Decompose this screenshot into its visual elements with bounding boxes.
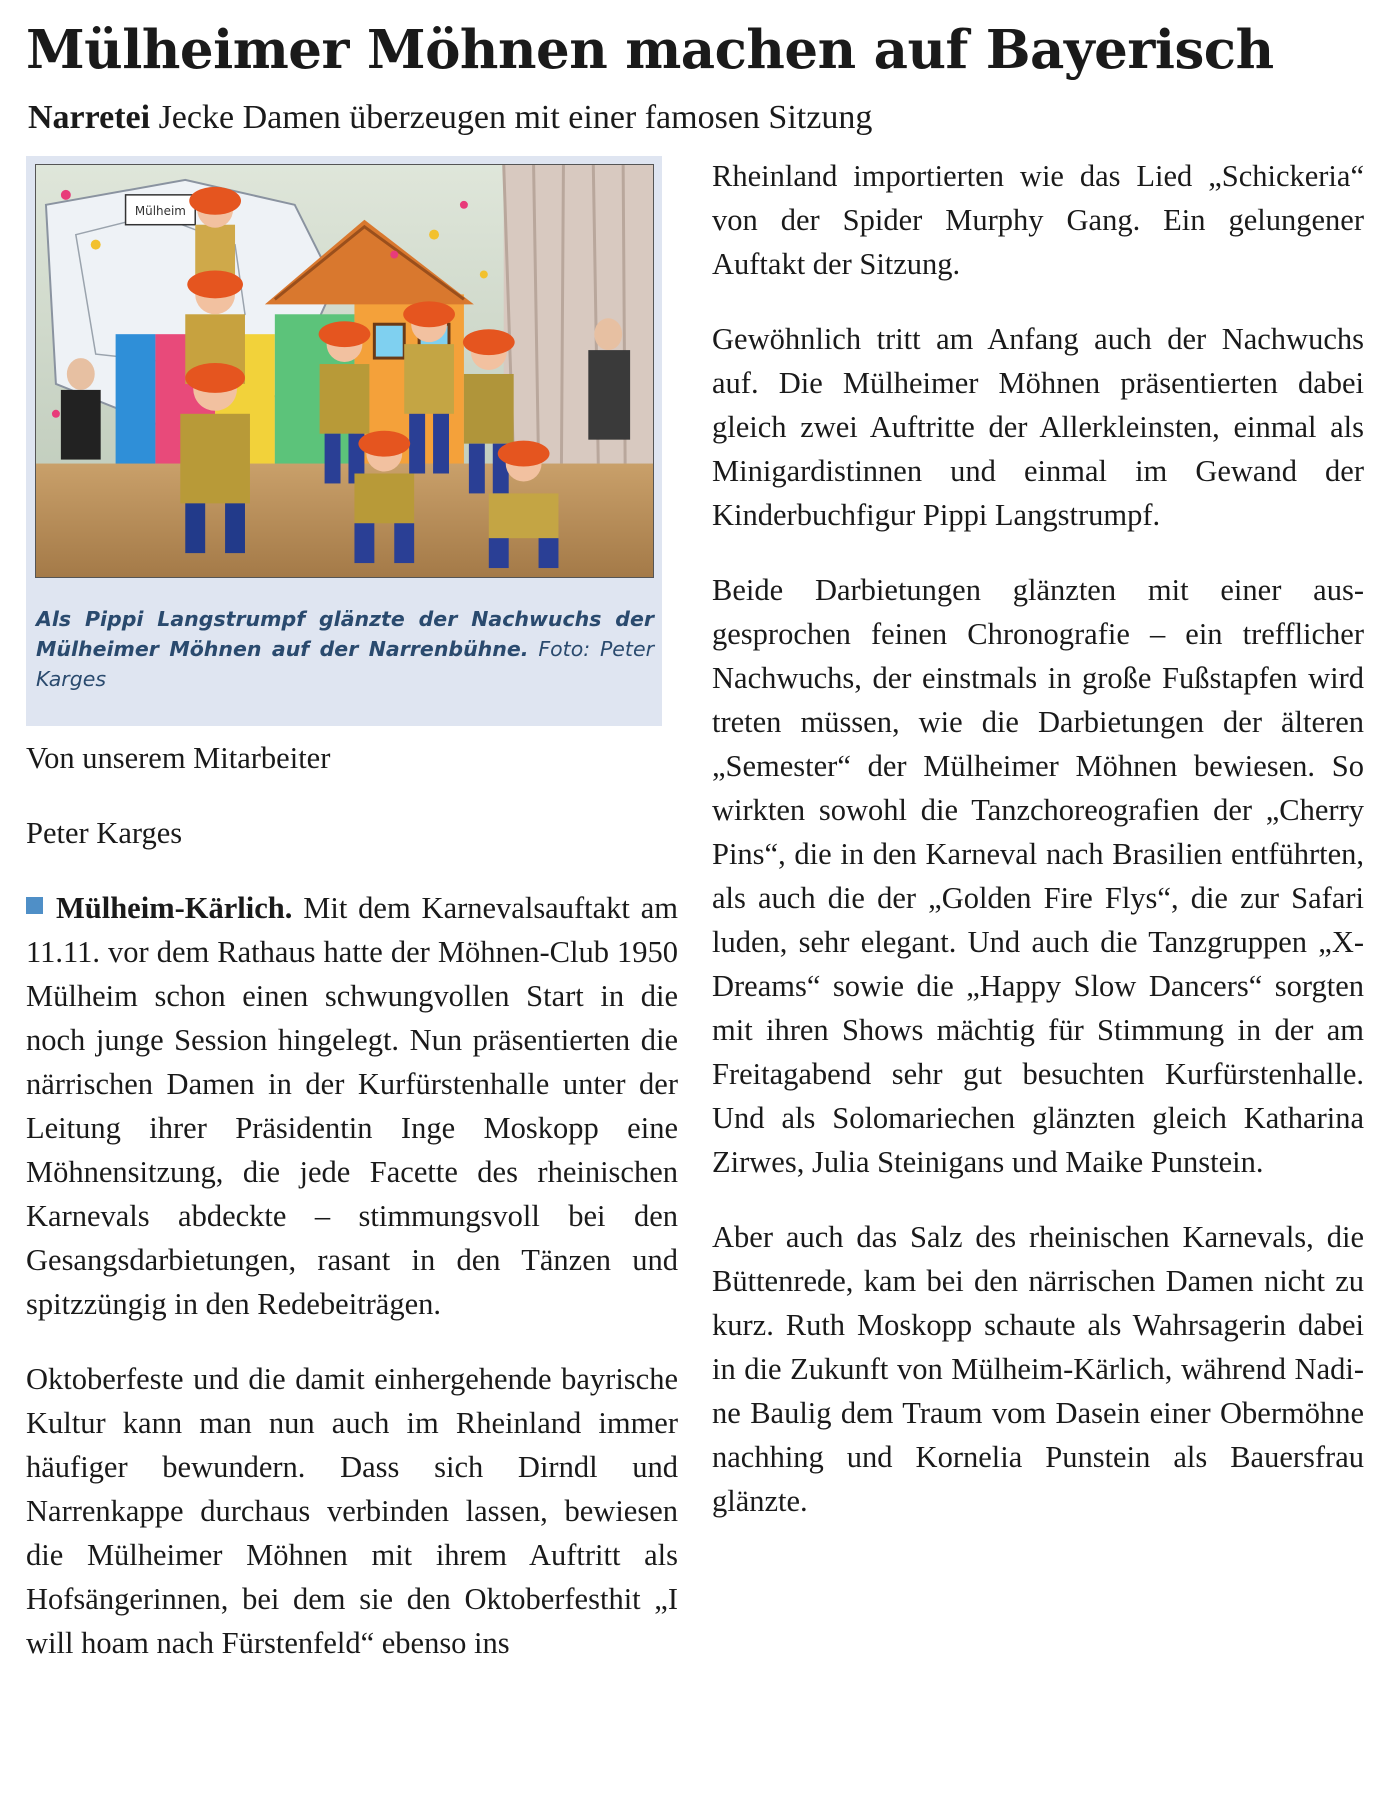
byline-author: Peter Karges <box>26 816 183 850</box>
column-right <box>712 154 1364 1554</box>
caption-text: Als Pippi Langstrumpf glänzte der Nachwuchs der Mülheimer Möhnen auf der Narrenbühne. <box>36 607 654 661</box>
stage-sign-text: Mülheim <box>134 203 186 218</box>
photo-box <box>26 156 662 726</box>
dateline: Mülheim-Kärlich. <box>56 891 293 925</box>
paragraph-6: Aber auch das Salz des rheinischen Karnevals, die Büttenrede, kam bei den närrischen Damen nicht zu kurz. Ruth Moskopp schaute als Wahrsagerin dabei in die Zukunft von Mülheim-Kärlich, während Nadine Baulig dem Traum vom Dasein einer Obermöhne nachhing und Kornelia Punstein als Bauersfrau glänzte. <box>712 1220 1364 1518</box>
byline-intro: Von unserem Mitarbeiter <box>26 741 331 775</box>
bullet-square-icon <box>26 897 43 914</box>
subheadline-text: Jecke Damen überzeugen mit einer famosen Sitzung <box>158 99 873 136</box>
paragraph-2: Oktoberfeste und die damit einhergehende bayrische Kultur kann man nun auch im Rheinland immer häufiger bewundern. Dass sich Dirndl und Narrenkappe durchaus verbinden lassen, bewiesen die Mülheimer Möhnen mit ihrem Auftritt als Hofsängerinnen, bei dem sie den Oktoberfesthit „I will hoam nach Fürstenfeld“ ebenso ins <box>26 1362 678 1660</box>
paragraph-5: Beide Darbietungen glänzten mit einer ausgesprochen feinen Chronografie – ein trefflicher Nachwuchs, der einstmals in große Fußstapfen wird treten müssen, wie die Darbietungen der älteren „Semester“ der Mülheimer Möhnen bewiesen. So wirkten sowohl die Tanzchoreografien der „Cherry Pins“, die in den Karneval nach Brasilien entführten, als auch die der „Golden Fire Flys“, die zur Safari luden, sehr elegant. Und auch die Tanzgruppen „X-Dreams“ sowie die „Happy Slow Dancers“ sorgten mit ihren Shows mächtig für Stimmung in der am Freitagabend sehr gut besuchten Kurfürstenhalle. Und als Solomariechen glänzten gleich Katharina Zirwes, Julia Steinigans und Maike Punstein. <box>712 573 1364 1179</box>
kicker: Narretei <box>28 99 151 136</box>
paragraph-3: Rheinland importierten wie das Lied „Schickeria“ von der Spider Murphy Gang. Ein gelungener Auftakt der Sitzung. <box>712 159 1364 281</box>
column-left <box>26 736 678 1696</box>
article-subheadline <box>28 96 1328 140</box>
article-headline: Mülheimer Möhnen machen auf Bayerisch <box>26 19 1274 81</box>
article-photo <box>35 164 654 578</box>
caption-credit: Foto: Peter Karges <box>36 637 654 691</box>
paragraph-1 <box>26 886 678 1326</box>
photo-illustration <box>36 165 653 577</box>
paragraph-4: Gewöhnlich tritt am Anfang auch der Nachwuchs auf. Die Mülheimer Möhnen präsentierten dabei gleich zwei Auftritte der Allerkleinsten, einmal als Minigardistinnen und einmal im Gewand der Kinderbuchfigur Pippi Langstrumpf. <box>712 322 1364 532</box>
photo-caption <box>36 604 654 694</box>
paragraph-1-text: Mit dem Karnevalsauftakt am 11.11. vor dem Rathaus hatte der Möhnen-Club 1950 Mülheim schon einen schwungvollen Start in die noch junge Session hingelegt. Nun präsentierten die närrischen Damen in der Kurfürstenhalle unter der Leitung ihrer Präsidentin Inge Moskopp eine Möhnensitzung, die jede Facette des rheinischen Karnevals abdeckte – stimmungsvoll bei den Gesangsdarbietungen, rasant in den Tänzen und spitzzüngig in den Redebeiträgen. <box>26 891 678 1321</box>
